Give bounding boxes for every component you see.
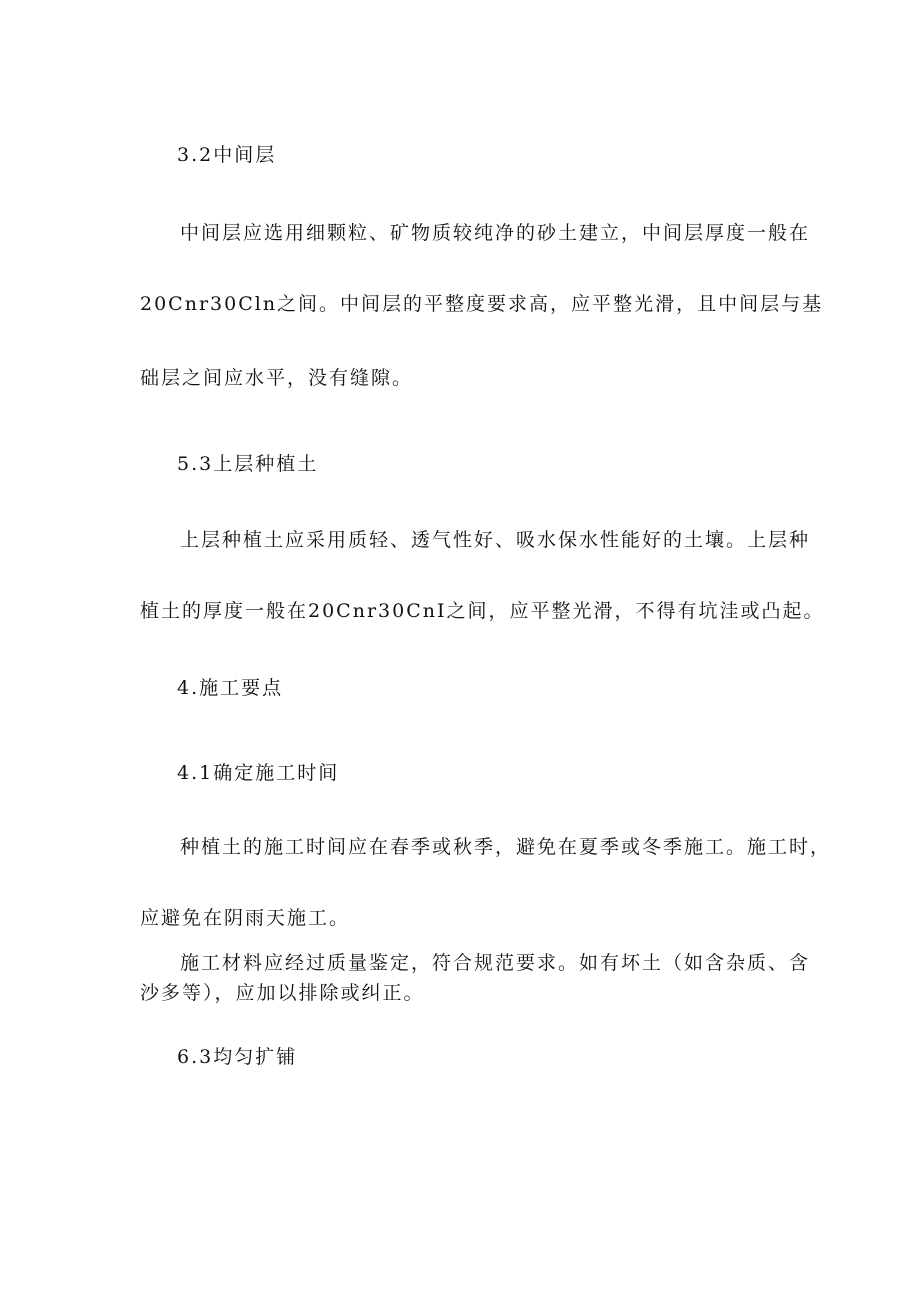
section-heading-3-2: 3.2中间层 (177, 144, 277, 166)
paragraph-line: 沙多等），应加以排除或纠正。 (140, 982, 425, 1004)
paragraph-line: 应避免在阴雨天施工。 (140, 907, 351, 929)
paragraph-line: 上层种植土应采用质轻、透气性好、吸水保水性能好的土壤。上层种 (180, 529, 811, 551)
paragraph-line: 中间层应选用细颗粒、矿物质较纯净的砂土建立，中间层厚度一般在 (180, 222, 811, 244)
section-heading-4: 4.施工要点 (177, 677, 284, 699)
paragraph-line: 种植土的施工时间应在春季或秋季，避免在夏季或冬季施工。施工时， (180, 836, 832, 858)
paragraph-line: 施工材料应经过质量鉴定，符合规范要求。如有坏土（如含杂质、含 (180, 952, 811, 974)
section-heading-6-3: 6.3均匀扩铺 (177, 1046, 298, 1068)
section-heading-5-3: 5.3上层种植土 (177, 453, 319, 475)
paragraph-line: 础层之间应水平，没有缝隙。 (140, 367, 414, 389)
section-heading-4-1: 4.1确定施工时间 (177, 762, 340, 784)
paragraph-line: 植土的厚度一般在20Cnr30CnI之间，应平整光滑，不得有坑洼或凸起。 (140, 600, 825, 622)
paragraph-line: 20Cnr30Cln之间。中间层的平整度要求高，应平整光滑，且中间层与基 (140, 293, 824, 315)
